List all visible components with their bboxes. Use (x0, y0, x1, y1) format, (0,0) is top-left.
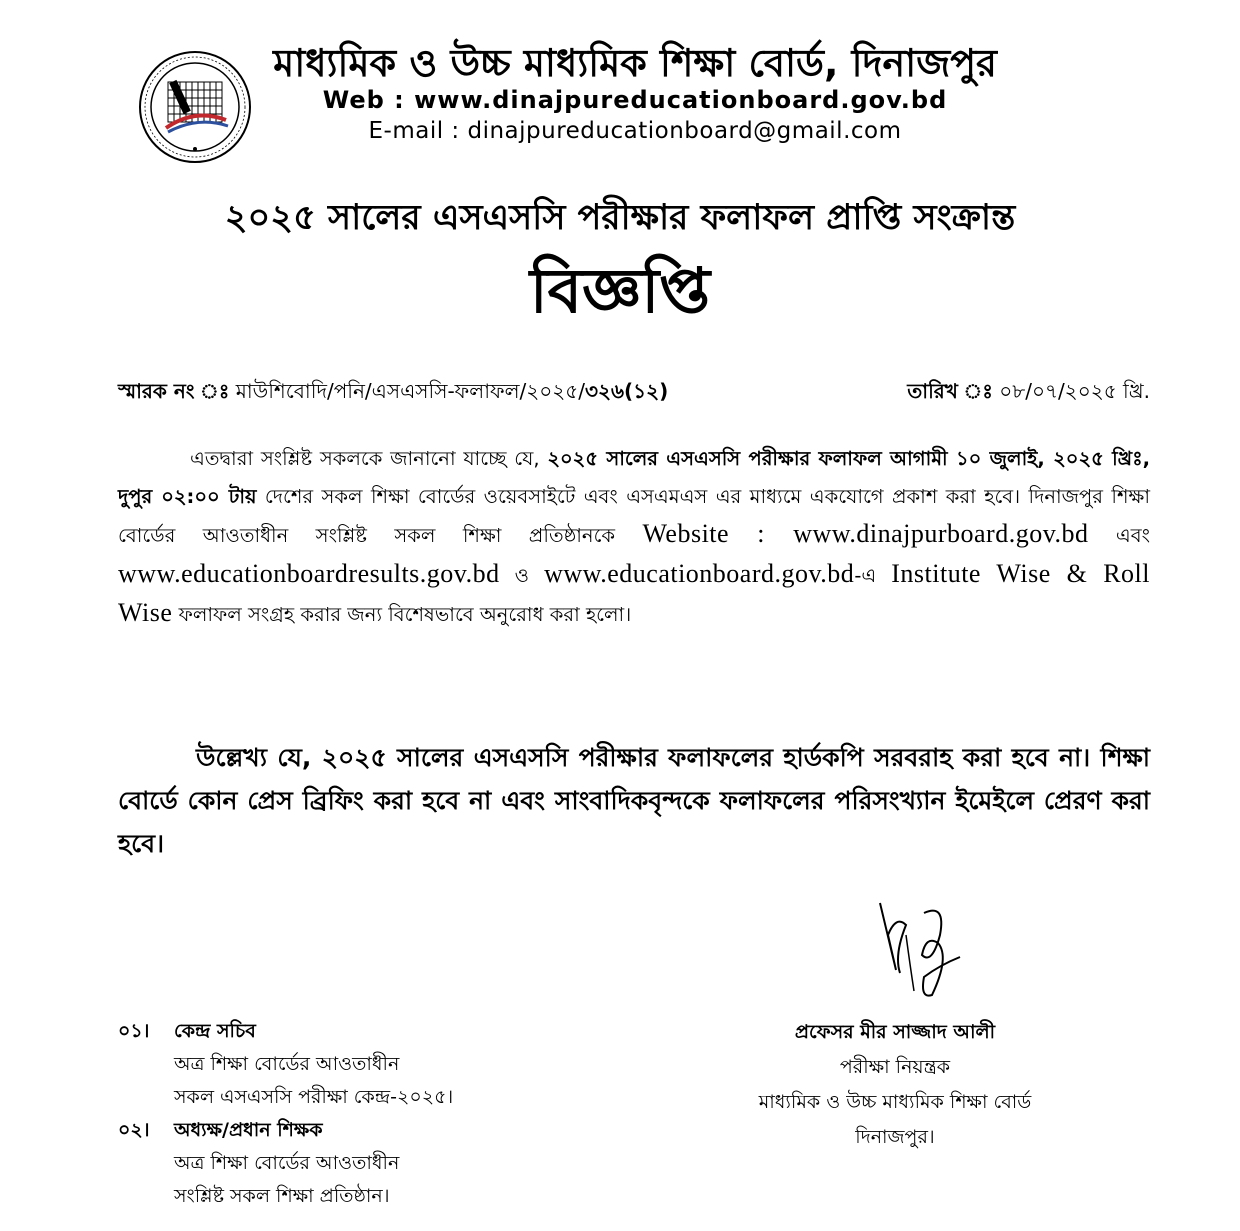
para1-text: এতদ্বারা সংশ্লিষ্ট সকলকে জানানো যাচ্ছে যে, (190, 447, 548, 470)
website-educationboard: www.educationboard.gov.bd (544, 558, 855, 588)
website-educationboardresults: www.educationboardresults.gov.bd (118, 558, 500, 588)
date-label: তারিখ ঃ (907, 379, 993, 403)
board-seal-logo (138, 50, 252, 164)
recipient-number: ০১। (118, 1020, 150, 1042)
recipient-line: সকল এসএসসি পরীক্ষা কেন্দ্র-২০২৫। (174, 1086, 454, 1108)
memo-value-bold: ৩২৬(১২) (584, 379, 669, 403)
signatory-designation: পরীক্ষা নিয়ন্ত্রক (839, 1056, 951, 1078)
board-name-heading: মাধ্যমিক ও উচ্চ মাধ্যমিক শিক্ষা বোর্ড, দিনাজপুর (273, 41, 997, 85)
signature-image (866, 895, 976, 1005)
para1-text: এবং (1088, 524, 1151, 547)
recipient-line: সংশ্লিষ্ট সকল শিক্ষা প্রতিষ্ঠান। (174, 1185, 390, 1207)
signatory-name: প্রফেসর মীর সাজ্জাদ আলী (794, 1021, 996, 1043)
memo-label: স্মারক নং ঃ (118, 379, 230, 403)
notice-title: বিজ্ঞপ্তি (529, 254, 711, 327)
notice-date (907, 377, 1150, 410)
recipient-line: অত্র শিক্ষা বোর্ডের আওতাধীন (174, 1152, 400, 1174)
notice-subject: ২০২৫ সালের এসএসসি পরীক্ষার ফলাফল প্রাপ্তি সংক্রান্ত (224, 198, 1016, 238)
result-date-highlight: ২০২৫ সালের এসএসসি পরীক্ষার ফলাফল আগামী ১০ জুলাই, ২০২৫ খ্রিঃ, দুপুর ০২:০০ টায় (118, 447, 1150, 508)
recipient-2-heading (118, 1114, 453, 1147)
para1-text: ফলাফল সংগ্রহ করার জন্য বিশেষভাবে অনুরোধ করা হলো। (172, 603, 632, 626)
signatory-block (700, 1015, 1090, 1155)
recipient-title: অধ্যক্ষ/প্রধান শিক্ষক (174, 1119, 323, 1141)
recipient-title: কেন্দ্র সচিব (174, 1020, 256, 1042)
para1-text: ও (499, 563, 545, 587)
board-email: E-mail : dinajpureducationboard@gmail.com (368, 118, 902, 144)
notice-paragraph-2: উল্লেখ্য যে, ২০২৫ সালের এসএসসি পরীক্ষার ফলাফলের হার্ডকপি সরবরাহ করা হবে না। শিক্ষা বোর্ডে কোন প্রেস ব্রিফিং করা হবে না এবং সাংবাদিকবৃন্দকে ফলাফলের পরিসংখ্যান ইমেইলে প্রেরণ করা হবে। (118, 743, 1150, 858)
memo-number (118, 377, 668, 410)
para1-text: দেশের সকল শিক্ষা বোর্ডের ওয়েবসাইটে এবং এসএমএস এর মাধ্যমে একযোগে প্রকাশ করা হবে। দিনাজপুর শিক্ষা বোর্ডের আওতাধীন সংশ্লিষ্ট সকল শিক্ষা প্রতিষ্ঠানকে (118, 484, 1150, 547)
website-dinajpurboard: Website : www.dinajpurboard.gov.bd (642, 519, 1089, 548)
signatory-place: দিনাজপুর। (855, 1126, 935, 1148)
recipient-line: অত্র শিক্ষা বোর্ডের আওতাধীন (174, 1053, 400, 1075)
notice-paragraph-1 (118, 440, 1150, 634)
recipient-number: ০২। (118, 1119, 150, 1141)
institute-roll-wise: Institute Wise & Roll Wise (118, 558, 1150, 627)
board-website: Web : www.dinajpureducationboard.gov.bd (322, 86, 948, 114)
para1-text: -এ (854, 563, 892, 587)
date-value: ০৮/০৭/২০২৫ খ্রি. (999, 379, 1150, 403)
recipient-1-heading (118, 1015, 453, 1048)
recipients-list (118, 1015, 453, 1213)
signatory-board: মাধ্যমিক ও উচ্চ মাধ্যমিক শিক্ষা বোর্ড (758, 1091, 1032, 1113)
memo-value: মাউশিবোদি/পনি/এসএসসি-ফলাফল/২০২৫/ (235, 379, 585, 403)
